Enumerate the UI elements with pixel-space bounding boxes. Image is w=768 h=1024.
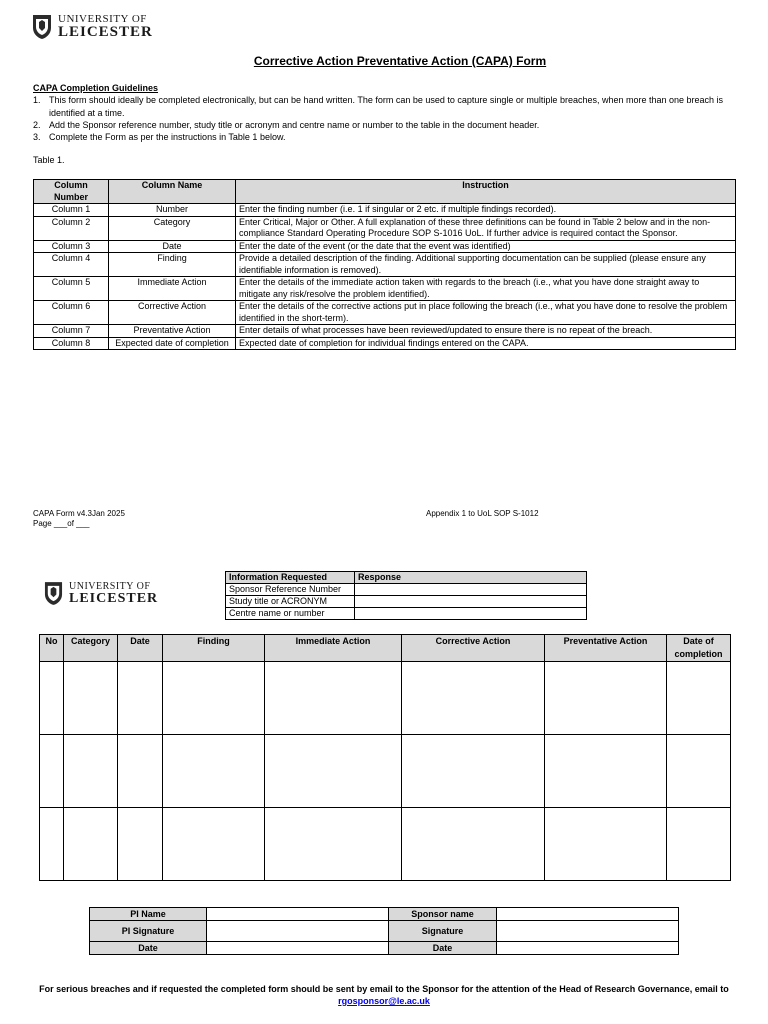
column-header: Information Requested (226, 572, 355, 584)
sponsor-email-link[interactable]: rgosponsor@le.ac.uk (338, 996, 430, 1006)
table-cell[interactable] (265, 735, 402, 808)
logo-line2: LEICESTER (69, 590, 159, 606)
table-cell[interactable] (265, 808, 402, 881)
column-header: Corrective Action (402, 635, 545, 662)
table-header-row (40, 635, 731, 662)
response-field[interactable] (355, 584, 587, 596)
logo-line1: UNIVERSITY OF (58, 13, 147, 25)
sponsor-date-label: Date (389, 942, 497, 955)
logo-line2: LEICESTER (58, 24, 153, 40)
table-cell[interactable] (545, 735, 667, 808)
table-row: Column 7 Preventative Action Enter details of what processes have been reviewed/updated to ensure there is no repeat of the breach. (34, 325, 736, 338)
table-row: Column 8 Expected date of completion Expected date of completion for individual findings entered on the CAPA. (34, 337, 736, 350)
table-cell[interactable] (545, 662, 667, 735)
table-cell[interactable] (402, 735, 545, 808)
pi-date-label: Date (90, 942, 207, 955)
table-cell[interactable] (667, 662, 731, 735)
university-logo (44, 581, 158, 606)
table-header-row (34, 180, 736, 204)
pi-name-field[interactable] (207, 908, 389, 921)
submission-note (0, 983, 768, 1007)
signature-table (89, 907, 679, 955)
capa-findings-table (39, 634, 731, 881)
pi-signature-field[interactable] (207, 921, 389, 942)
table-cell[interactable] (402, 808, 545, 881)
pi-signature-label: PI Signature (90, 921, 207, 942)
table-cell[interactable] (118, 735, 163, 808)
table-cell[interactable] (265, 662, 402, 735)
instructions-table (33, 179, 736, 350)
study-info-table (225, 571, 587, 620)
table-cell[interactable] (667, 735, 731, 808)
table-row: Column 6 Corrective Action Enter the details of the corrective actions put in place following the breach (i.e., what you have done to resolve the problem identified in the short-term). (34, 301, 736, 325)
page-number: Page ___of ___ (33, 519, 90, 528)
table-header-row (226, 572, 587, 584)
table-cell[interactable] (40, 662, 64, 735)
table-row: Column 1 Number Enter the finding number (i.e. 1 if singular or 2 etc. if multiple findings recorded). (34, 204, 736, 217)
table-cell[interactable] (40, 808, 64, 881)
page-footer-left (33, 509, 125, 529)
column-header: Finding (163, 635, 265, 662)
university-logo (32, 14, 153, 40)
table-row: Column 5 Immediate Action Enter the details of the immediate action taken with regards to the breach (i.e., what you have done straight away to mitigate any risk/resolve the problem identified). (34, 277, 736, 301)
table-cell[interactable] (64, 662, 118, 735)
table-row (90, 921, 679, 942)
table-row (90, 908, 679, 921)
guidelines-heading: CAPA Completion Guidelines (33, 83, 159, 93)
table-cell[interactable] (64, 735, 118, 808)
column-header: Preventative Action (545, 635, 667, 662)
table-cell[interactable] (163, 662, 265, 735)
table-row (40, 808, 731, 881)
guideline-item: 2. Add the Sponsor reference number, study title or acronym and centre name or number to the table in the document header. (33, 119, 540, 130)
sponsor-signature-label: Signature (389, 921, 497, 942)
guideline-item: 3. Complete the Form as per the instructions in Table 1 below. (33, 132, 286, 143)
pi-name-label: PI Name (90, 908, 207, 921)
guidelines (33, 82, 738, 143)
table-cell[interactable] (40, 735, 64, 808)
table-row: Study title or ACRONYM (226, 596, 587, 608)
form-version: CAPA Form v4.3Jan 2025 (33, 509, 125, 518)
table-row (90, 942, 679, 955)
table-row: Column 4 Finding Provide a detailed description of the finding. Additional supporting documentation can be supplied (please ensure any identifiable information is removed). (34, 253, 736, 277)
table-cell[interactable] (163, 735, 265, 808)
sponsor-signature-field[interactable] (497, 921, 679, 942)
column-header: Instruction (236, 180, 736, 204)
form-title: Corrective Action Preventative Action (CAPA) Form (253, 54, 547, 68)
column-header: No (40, 635, 64, 662)
column-header: Immediate Action (265, 635, 402, 662)
logo-line1: UNIVERSITY OF (69, 580, 151, 592)
response-field[interactable] (355, 608, 587, 620)
table1-label: Table 1. (33, 155, 65, 165)
submission-note-text: For serious breaches and if requested the completed form should be sent by email to the Sponsor for the attention of the Head of Research Governance, email to (39, 984, 729, 994)
table-row (40, 735, 731, 808)
column-header: Column Name (109, 180, 236, 204)
column-header: Category (64, 635, 118, 662)
table-cell[interactable] (163, 808, 265, 881)
sponsor-name-field[interactable] (497, 908, 679, 921)
table-row: Column 2 Category Enter Critical, Major or Other. A full explanation of these three definitions can be found in Table 2 below and in the non-compliance Standard Operating Procedure SOP S-1016 UoL. If further advice is required contact the Sponsor. (34, 216, 736, 240)
column-header: Date (118, 635, 163, 662)
guideline-item: 1. This form should ideally be completed electronically, but can be hand written. The form can be used to capture single or multiple breaches, when more than one breach is identified at a time. (33, 95, 724, 118)
crest-icon (32, 14, 52, 40)
table-cell[interactable] (545, 808, 667, 881)
table-row: Column 3 Date Enter the date of the event (or the date that the event was identified) (34, 240, 736, 253)
column-header: Date of completion (667, 635, 731, 662)
table-row (40, 662, 731, 735)
sponsor-date-field[interactable] (497, 942, 679, 955)
table-cell[interactable] (64, 808, 118, 881)
pi-date-field[interactable] (207, 942, 389, 955)
table-cell[interactable] (667, 808, 731, 881)
appendix-label: Appendix 1 to UoL SOP S-1012 (426, 509, 539, 518)
sponsor-name-label: Sponsor name (389, 908, 497, 921)
table-row: Centre name or number (226, 608, 587, 620)
crest-icon (44, 581, 63, 606)
column-header: Column Number (34, 180, 109, 204)
column-header: Response (355, 572, 587, 584)
response-field[interactable] (355, 596, 587, 608)
table-cell[interactable] (118, 808, 163, 881)
table-cell[interactable] (402, 662, 545, 735)
table-row: Sponsor Reference Number (226, 584, 587, 596)
table-cell[interactable] (118, 662, 163, 735)
